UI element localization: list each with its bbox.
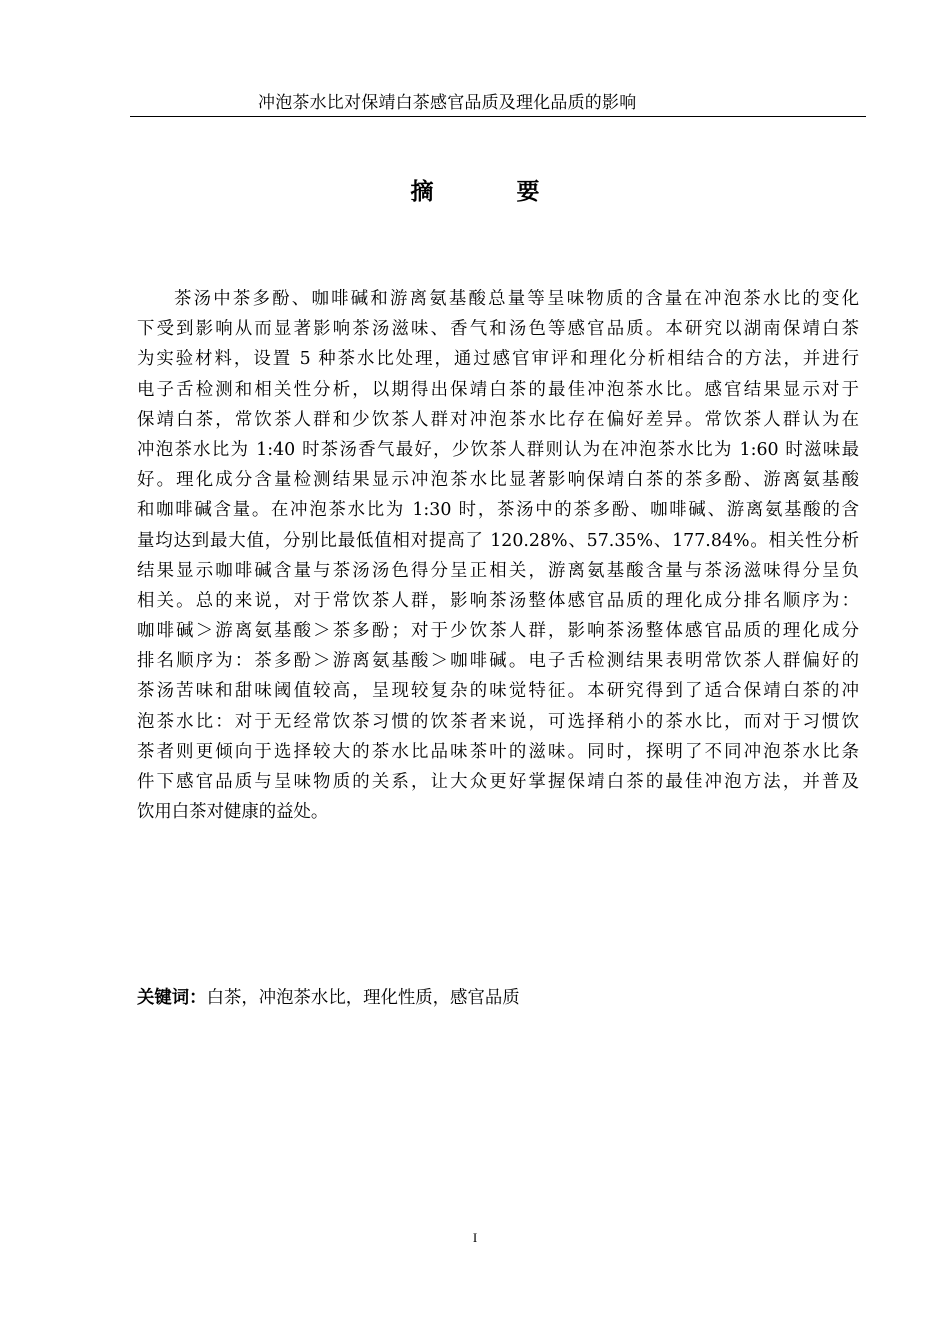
abstract-line: 和咖啡碱含量。在冲泡茶水比为 1:30 时，茶汤中的茶多酚、咖啡碱、游离氨基酸的含 [137,500,859,521]
keywords-line [137,986,520,1010]
abstract-line: 泡茶水比：对于无经常饮茶习惯的饮茶者来说，可选择稍小的茶水比，而对于习惯饮 [137,711,859,732]
abstract-line: 相关。总的来说，对于常饮茶人群，影响茶汤整体感官品质的理化成分排名顺序为： [137,590,859,611]
abstract-line: 茶汤中茶多酚、咖啡碱和游离氨基酸总量等呈味物质的含量在冲泡茶水比的变化 [174,289,859,309]
abstract-line: 茶者则更倾向于选择较大的茶水比品味茶叶的滋味。同时，探明了不同冲泡茶水比条 [137,741,859,762]
abstract-line: 量均达到最大值，分别比最低值相对提高了 120.28%、57.35%、177.84%。相关性分析 [137,530,859,551]
abstract-line: 好。理化成分含量检测结果显示冲泡茶水比显著影响保靖白茶的茶多酚、游离氨基酸 [137,470,859,491]
keywords-text: 白茶，冲泡茶水比，理化性质，感官品质 [206,988,520,1008]
abstract-line: 排名顺序为：茶多酚＞游离氨基酸＞咖啡碱。电子舌检测结果表明常饮茶人群偏好的 [137,651,859,672]
keywords-label: 关键词： [137,988,207,1008]
abstract-line: 饮用白茶对健康的益处。 [137,802,329,823]
abstract-line: 保靖白茶，常饮茶人群和少饮茶人群对冲泡茶水比存在偏好差异。常饮茶人群认为在 [137,409,859,430]
abstract-line: 茶汤苦味和甜味阈值较高，呈现较复杂的味觉特征。本研究得到了适合保靖白茶的冲 [137,681,859,702]
abstract-line: 电子舌检测和相关性分析，以期得出保靖白茶的最佳冲泡茶水比。感官结果显示对于 [137,379,859,400]
abstract-heading: 摘 要 [410,179,570,205]
abstract-line: 咖啡碱＞游离氨基酸＞茶多酚；对于少饮茶人群，影响茶汤整体感官品质的理化成分 [137,621,859,642]
page-number: I [472,1230,478,1245]
abstract-body [137,284,859,827]
abstract-line: 下受到影响从而显著影响茶汤滋味、香气和汤色等感官品质。本研究以湖南保靖白茶 [137,319,859,340]
running-header [130,92,866,117]
running-header-title: 冲泡茶水比对保靖白茶感官品质及理化品质的影响 [258,93,637,113]
abstract-line: 冲泡茶水比为 1:40 时茶汤香气最好，少饮茶人群则认为在冲泡茶水比为 1:60 时滋味最 [137,439,859,460]
abstract-line: 件下感官品质与呈味物质的关系，让大众更好掌握保靖白茶的最佳冲泡方法，并普及 [137,772,859,792]
abstract-line: 结果显示咖啡碱含量与茶汤汤色得分呈正相关，游离氨基酸含量与茶汤滋味得分呈负 [137,560,859,581]
abstract-line: 为实验材料，设置 5 种茶水比处理，通过感官审评和理化分析相结合的方法，并进行 [137,349,859,370]
